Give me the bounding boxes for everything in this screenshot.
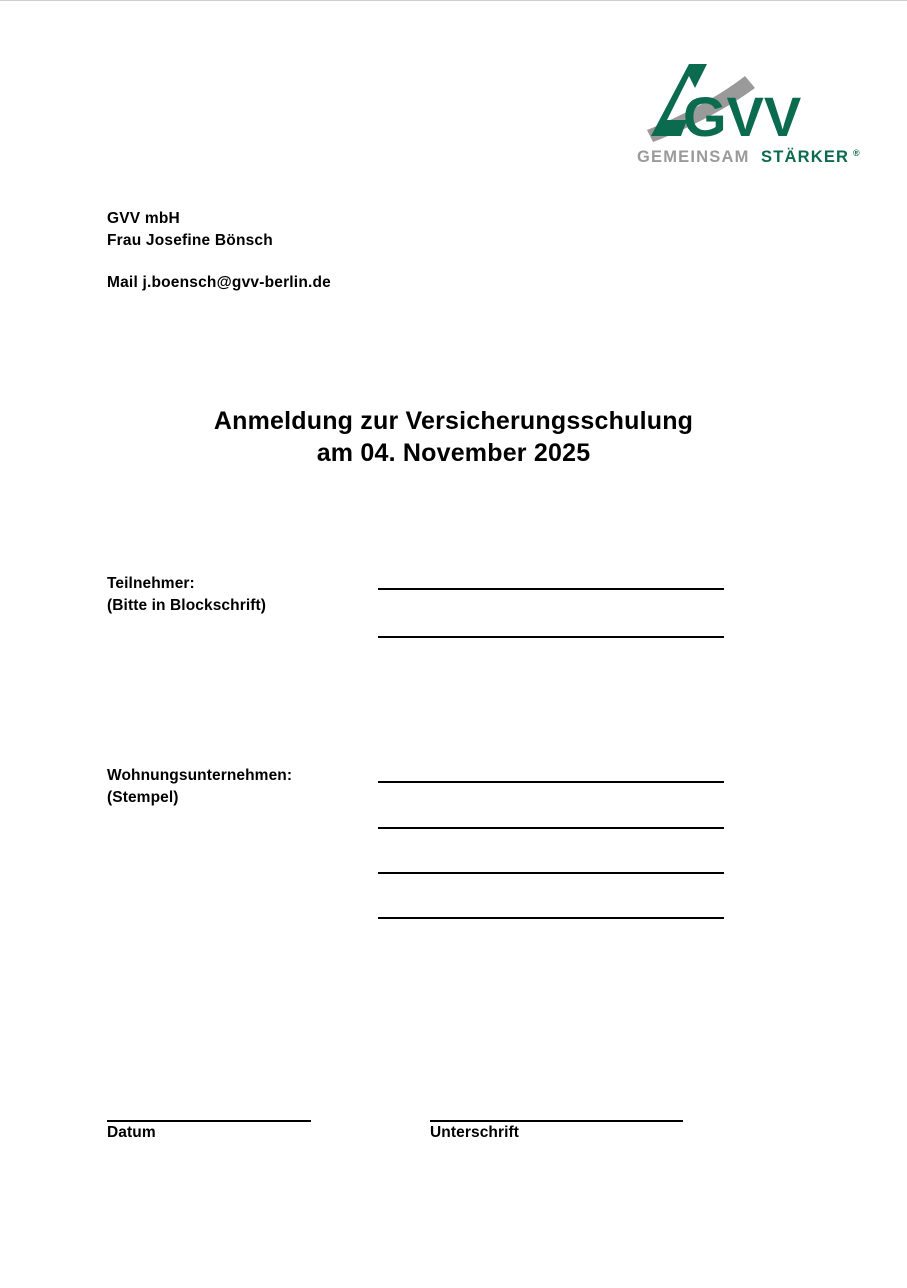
teilnehmer-input-line-1[interactable] — [378, 588, 724, 590]
page-title-line1: Anmeldung zur Versicherungsschulung — [213, 407, 694, 435]
teilnehmer-label: Teilnehmer: — [107, 575, 195, 592]
teilnehmer-label-block — [107, 573, 266, 617]
unterschrift-input-line[interactable] — [430, 1120, 683, 1122]
unterschrift-label: Unterschrift — [430, 1124, 520, 1141]
recipient-address-block — [107, 208, 331, 294]
wohnungsunternehmen-hint: (Stempel) — [107, 789, 179, 806]
wohnungsunternehmen-label: Wohnungsunternehmen: — [107, 767, 293, 784]
page-top-border — [0, 0, 907, 1]
gvv-logo — [637, 58, 867, 173]
address-spacer — [107, 252, 331, 272]
teilnehmer-hint: (Bitte in Blockschrift) — [107, 597, 267, 614]
address-line-person: Frau Josefine Bönsch — [107, 232, 273, 249]
page-title-line2: am 04. November 2025 — [316, 439, 591, 467]
wohnungsunternehmen-input-line-1[interactable] — [378, 781, 724, 783]
logo-tagline-gemeinsam: GEMEINSAM — [637, 148, 750, 166]
address-line-company: GVV mbH — [107, 210, 180, 227]
wohnungsunternehmen-input-line-4[interactable] — [378, 917, 724, 919]
logo-tagline-staerker: STÄRKER — [761, 148, 850, 166]
datum-label: Datum — [107, 1124, 156, 1141]
logo-registered-mark: ® — [853, 148, 860, 158]
wohnungsunternehmen-label-block — [107, 765, 292, 809]
page-title — [0, 405, 907, 469]
wohnungsunternehmen-input-line-2[interactable] — [378, 827, 724, 829]
logo-wordmark: GVV — [683, 85, 802, 148]
teilnehmer-input-line-2[interactable] — [378, 636, 724, 638]
wohnungsunternehmen-input-line-3[interactable] — [378, 872, 724, 874]
address-line-mail: Mail j.boensch@gvv-berlin.de — [107, 274, 331, 291]
datum-input-line[interactable] — [107, 1120, 311, 1122]
